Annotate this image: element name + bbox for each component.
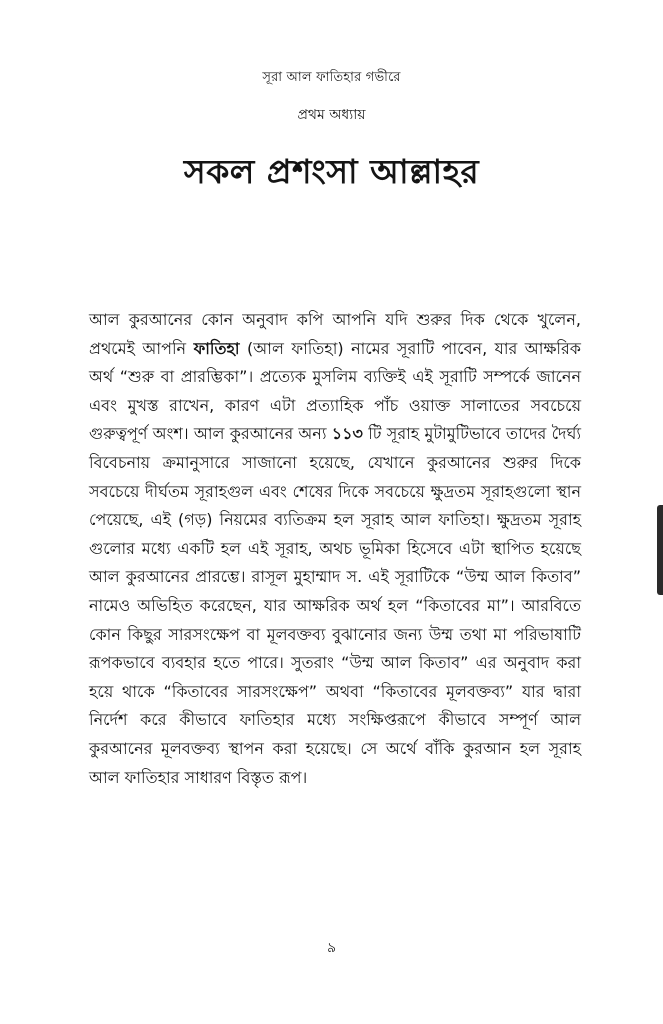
body-text-segment: (আল ফাতিহা) নামের সূরাটি পাবেন, যার আক্ষরিক অর্থ “শুরু বা প্রারম্ভিকা”। প্রত্যেক মুসলিম ব্যক্তিই এই সূরাটি সম্পর্কে জানেন এবং মুখস্ত রাখেন, কারণ এটা প্রত্যাহিক পাঁচ ওয়াক্ত সালাতের সবচেয়ে গুরুত্বপূর্ণ অংশ। আল কুরআনের অন্য xyxy=(89,338,581,444)
chapter-title: সকল প্রশংসা আল্লাহর xyxy=(183,152,480,191)
body-bold-number: ১১৩ xyxy=(331,424,363,444)
body-paragraph xyxy=(89,306,581,792)
running-header: সূরা আল ফাতিহার গভীরে xyxy=(262,70,401,85)
body-bold-term: ফাতিহা xyxy=(193,338,240,358)
body-text-segment: আল কুরআনের কোন অনুবাদ কপি আপনি যদি শুরুর দিক থেকে খুলেন, প্রথমেই আপনি xyxy=(89,310,581,358)
page-edge-mark xyxy=(657,505,663,595)
page-number: ৯ xyxy=(326,940,337,956)
chapter-label: প্রথম অধ্যায় xyxy=(297,107,366,123)
body-text-segment: টি সূরাহ মুটামুটিভাবে তাদের দৈর্ঘ্য বিবেচনায় ক্রমানুসারে সাজানো হয়েছে, যেখানে কুরআনের শুরুর দিকে সবচেয়ে দীর্ঘতম সূরাহগুল এবং শেষের দিকে সবচেয়ে ক্ষুদ্রতম সূরাহগুলো স্থান পেয়েছে, এই (গড়) নিয়মের ব্যতিক্রম হল সূরাহ আল ফাতিহা। ক্ষুদ্রতম সূরাহ গুলোর মধ্যে একটি হল এই সূরাহ, অথচ ভূমিকা হিসেবে এটা স্থাপিত হয়েছে আল কুরআনের প্রারম্ভে। রাসূল মুহাম্মাদ স. এই সূরাটিকে “উম্ম আল কিতাব” নামেও অভিহিত করেছেন, যার আক্ষরিক অর্থ হল “কিতাবের মা”। আরবিতে কোন কিছুর সারসংক্ষেপ বা মূলবক্তব্য বুঝানোর জন্য উম্ম তথা মা পরিভাষাটি রূপকভাবে ব্যবহার হতে পারে। সুতরাং “উম্ম আল কিতাব” এর অনুবাদ করা হয়ে থাকে “কিতাবের সারসংক্ষেপ” অথবা “কিতাবের মূলবক্তব্য” যার দ্বারা নির্দেশ করে কীভাবে ফাতিহার মধ্যে সংক্ষিপ্তরূপে কীভাবে সম্পূর্ণ আল কুরআনের মূলবক্তব্য স্থাপন করা হয়েছে। সে অর্থে বাঁকি কুরআন হল সূরাহ আল ফাতিহার সাধারণ বিস্তৃত রূপ। xyxy=(89,424,581,787)
